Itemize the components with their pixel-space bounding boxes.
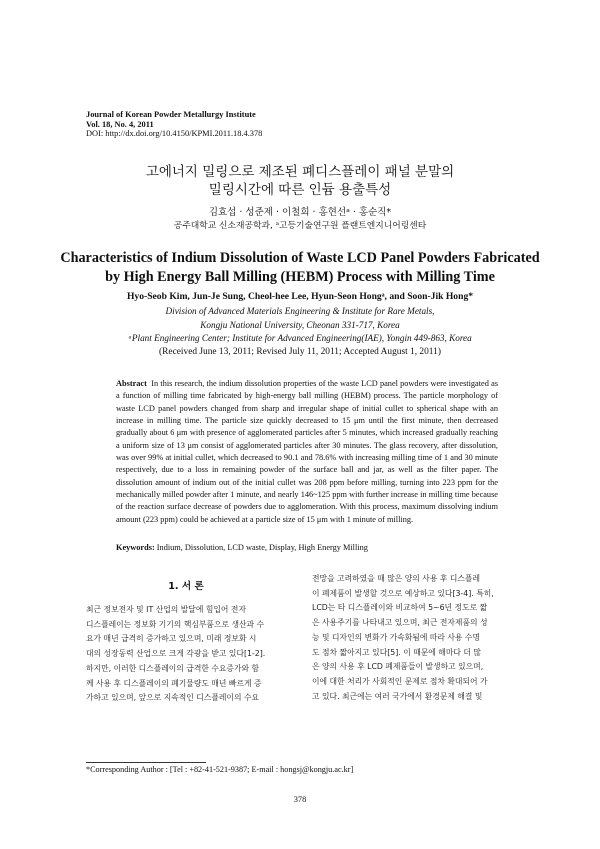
abstract [116, 378, 498, 526]
body-line: 하지만, 이러한 디스플레이의 급격한 수요증가와 함 [86, 663, 260, 673]
body-line: 이에 대한 처리가 사회적인 문제로 점차 확대되어 가 [312, 676, 488, 686]
affiliation-english-line2: Kongju National University, Cheonan 331-717, Korea [200, 319, 400, 330]
abstract-text: In this research, the indium dissolution properties of the waste LCD panel powders were investigated as a function of milling time fabricated by high-energy ball milling (HEBM) process. The particle morphology of waste LCD panel powders changed from sharp and irregular shape of initial cullet to spherical shape with an increase in milling time. The particle size quickly decreased to 15 μm until the first minute, then decreased gradually about 6 μm with presence of agglomerated particles after 5 minutes, which increased gradually reaching a uniform size of 13 μm consist of agglomerated particles after 30 minutes. The glass recovery, after dissolution, was over 99% at initial cullet, which decreased to 90.1 and 78.6% with increasing milling time of 1 and 30 minute respectively, due to a loss in remaining powder of the surface ball and jar, as well as the filter paper. The dissolution amount of indium out of the initial cullet was 208 ppm before milling, turning into 223 ppm for the mechanically milled powder after 1 minute, and nearly 146~125 ppm with further increase in milling time because of the reaction surface decrease of powders due to agglomeration. With this process, maximum dissolving indium amount (223 ppm) could be achieved at a particle size of 15 μm with 1 minute of milling. [116, 379, 498, 524]
title-korean-line2: 밀링시간에 따른 인듐 용출특성 [208, 182, 392, 198]
journal-header [86, 110, 262, 139]
keywords [116, 542, 498, 554]
body-line: 전망을 고려하였을 때 많은 양의 사용 후 디스플레 [312, 574, 480, 583]
section-title-introduction: 1. 서 론 [168, 581, 204, 592]
body-line: 은 양의 사용 후 LCD 폐제품들이 발생하고 있으며, [312, 662, 484, 672]
body-line: 디스플레이는 정보화 기기의 핵심부품으로 생산과 수 [86, 619, 265, 629]
body-line: 가하고 있으며, 앞으로 지속적인 디스플레이의 수요 [86, 693, 260, 703]
body-line: 이 폐제품이 발생할 것으로 예상하고 있다[3-4]. 특히, [312, 588, 494, 598]
body-column-left [86, 603, 296, 706]
affiliation-english-line1: Division of Advanced Materials Engineering & Institute for Rare Metals, [165, 306, 435, 316]
journal-doi[interactable]: DOI: http://dx.doi.org/10.4150/KPMI.2011.18.4.378 [86, 129, 263, 139]
abstract-label: Abstract [116, 379, 147, 388]
page-number: 378 [293, 795, 307, 804]
body-line: 고 있다. 최근에는 여러 국가에서 환경문제 해결 및 [312, 691, 483, 701]
body-line: LCD는 타 디스플레이와 비교하여 5~6년 정도로 짧 [312, 603, 488, 613]
keywords-label: Keywords: [116, 543, 155, 552]
title-english [0, 249, 600, 287]
title-english-line1: Characteristics of Indium Dissolution of Waste LCD Panel Powders Fabricated [60, 250, 540, 266]
body-line: 최근 정보전자 및 IT 산업의 발달에 힘입어 전자 [86, 605, 246, 614]
affiliation-english-line3: ᵃPlant Engineering Center; Institute for Advanced Engineering(IAE), Yongin 449-863, Korea [128, 333, 472, 344]
affiliation-korean: 공주대학교 신소재공학과, ᵃ고등기술연구원 플랜트엔지니어링센타 [173, 221, 427, 231]
body-line: 은 사용주기를 나타내고 있으며, 최근 전자제품의 성 [312, 618, 488, 628]
footnote-divider [86, 762, 206, 763]
body-line: 대의 성장동력 산업으로 크게 각광을 받고 있다[1-2]. [86, 649, 266, 659]
keywords-text: Indium, Dissolution, LCD waste, Display, High Energy Milling [154, 543, 368, 552]
received-dates: (Received June 13, 2011; Revised July 11, 2011; Accepted August 1, 2011) [159, 347, 441, 357]
title-english-line2: by High Energy Ball Milling (HEBM) Process with Milling Time [105, 269, 495, 285]
journal-volume: Vol. 18, No. 4, 2011 [86, 119, 154, 129]
corresponding-author-footnote: *Corresponding Author : [Tel : +82-41-521-9387; E-mail : hongsj@kongju.ac.kr] [86, 765, 354, 774]
body-line: 도 점차 짧아지고 있다[5]. 이 때문에 해마다 더 많 [312, 647, 481, 657]
body-column-right [312, 572, 522, 704]
affiliation-english [0, 305, 600, 346]
body-line: 께 사용 후 디스플레이의 폐기물량도 매년 빠르게 증 [86, 678, 262, 688]
body-line: 능 및 디자인의 변화가 가속화됨에 따라 사용 수명 [312, 632, 480, 642]
body-line: 요가 매년 급격히 증가하고 있으며, 미래 정보화 시 [86, 634, 257, 644]
title-korean-line1: 고에너지 밀링으로 제조된 폐디스플레이 패널 분말의 [145, 164, 455, 180]
authors-korean: 김효섭 · 성준제 · 이철희 · 홍현선ᵃ · 홍순직* [208, 207, 392, 218]
authors-english: Hyo-Seob Kim, Jun-Je Sung, Cheol-hee Lee, Hyun-Seon Hongᵃ, and Soon-Jik Hong* [126, 291, 474, 302]
journal-name: Journal of Korean Powder Metallurgy Institute [86, 110, 256, 119]
title-korean [0, 163, 600, 199]
